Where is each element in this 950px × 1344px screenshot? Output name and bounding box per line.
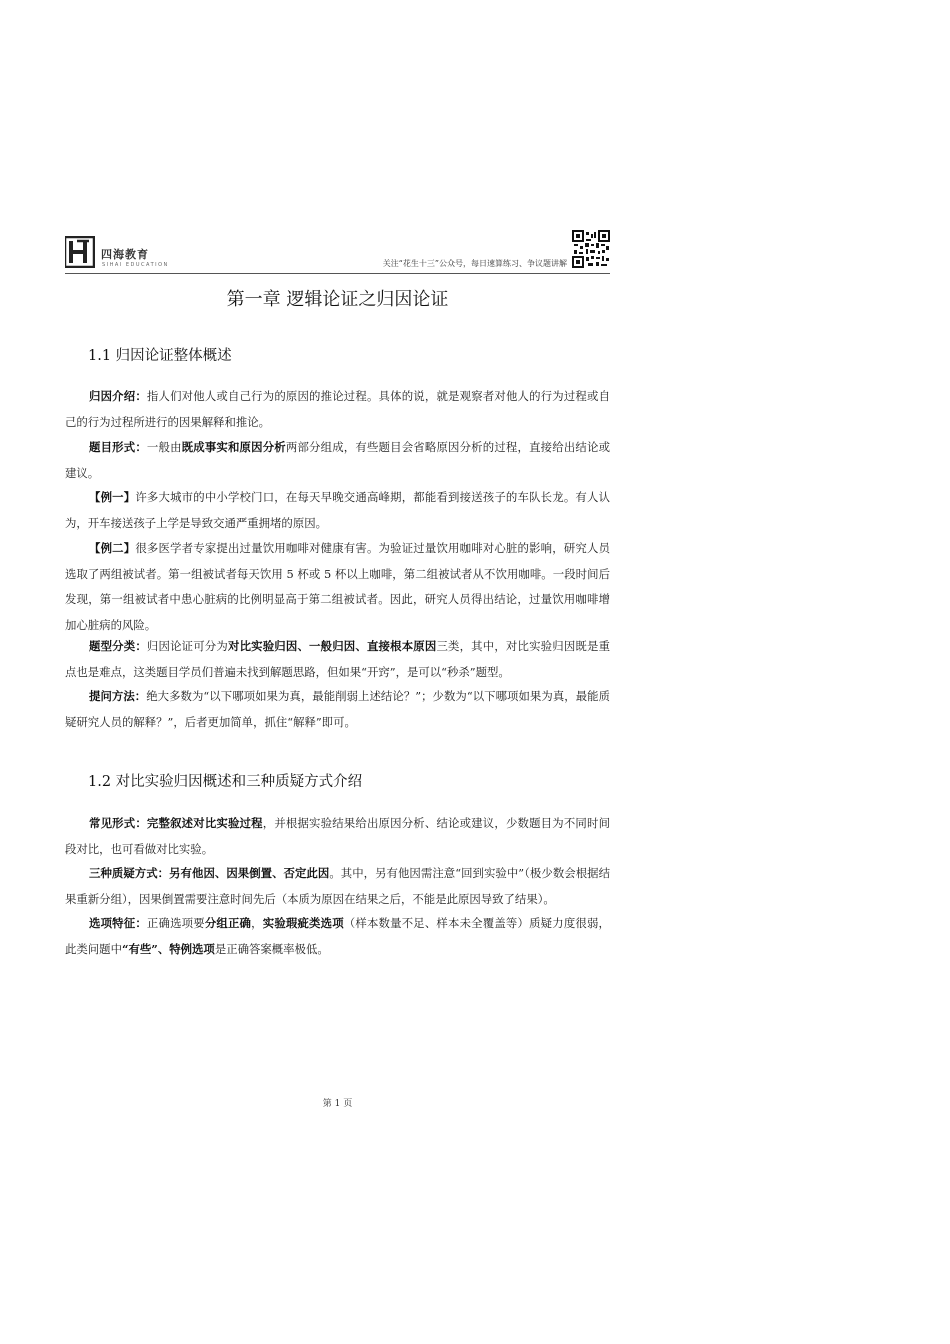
bold-text: 题目形式： [89, 440, 147, 454]
chapter-title: 第一章 逻辑论证之归因论证 [226, 289, 449, 310]
body-text: 。其中，另有他因需注意“回到实验中”（极少数会根据结果重新分组），因果倒置需要注意时间先后（本质为原因在结果之后，不能是此原因导致了结果）。 [65, 866, 610, 906]
paragraph-question-form [65, 435, 610, 486]
bold-text: 题型分类： [89, 639, 147, 653]
body-text: 绝大多数为“以下哪项如果为真，最能削弱上述结论？”；少数为“以下哪项如果为真，最能质疑研究人员的解释？”，后者更加简单，抓住“解释”即可。 [65, 689, 610, 729]
header-note: 关注“花生十三”公众号，每日速算练习、争议题讲解 [382, 259, 567, 268]
body-text: 是正确答案概率极低。 [214, 941, 329, 956]
bold-text: 既成事实和原因分析 [181, 440, 286, 454]
section-title-1-2: 1.2 对比实验归因概述和三种质疑方式介绍 [88, 774, 363, 790]
body-text: 许多大城市的中小学校门口，在每天早晚交通高峰期，都能看到接送孩子的车队长龙。有人认为，开车接送孩子上学是导致交通严重拥堵的原因。 [65, 490, 610, 530]
body-text: 三类，其中，对比实验归因既是重点也是难点，这类题目学员们普遍未找到解题思路，但如果“开窍”，是可以“秒杀”题型。 [65, 639, 610, 679]
bold-text: 提问方法： [89, 689, 147, 703]
paragraph-common-form [65, 811, 610, 862]
brand-logo [65, 236, 205, 270]
bold-text: 三种质疑方式：另有他因、因果倒置、否定此因 [89, 866, 330, 880]
paragraph-question-types [65, 634, 610, 685]
body-text: ，并根据实验结果给出原因分析、结论或建议，少数题目为不同时间段对比，也可看做对比实验。 [65, 816, 610, 856]
qr-code-icon [572, 230, 610, 268]
body-text: 一般由 [146, 440, 182, 454]
body-text: 归因论证可分为 [146, 639, 228, 653]
page-number: 第 1 页 [322, 1099, 353, 1109]
paragraph-three-challenges [65, 861, 610, 912]
bold-text: 分组正确 [204, 916, 252, 930]
bold-text: 实验瑕疵类选项 [262, 916, 344, 930]
bold-text: “有些”、特例选项 [121, 941, 215, 956]
paragraph-example-2 [65, 536, 610, 638]
bold-text: 【例二】 [89, 541, 136, 555]
body-text: （样本数量不足、样本未全覆盖等）质疑力度很弱，此类问题中 [65, 916, 610, 956]
logo-english-name: SIHAI EDUCATION [102, 262, 169, 268]
logo-chinese-name: 四海教育 [101, 248, 149, 261]
body-text: 正确选项要 [146, 916, 205, 930]
body-text: ， [251, 916, 263, 930]
bold-text: 【例一】 [89, 490, 136, 504]
header-rule [65, 273, 610, 274]
body-text: 指人们对他人或自己行为的原因的推论过程。具体的说，就是观察者对他人的行为过程或自己的行为过程所进行的因果解释和推论。 [65, 389, 610, 429]
bold-text: 归因介绍： [89, 389, 147, 403]
bold-text: 选项特征： [89, 916, 147, 930]
bold-text: 常见形式：完整叙述对比实验过程 [89, 816, 263, 830]
paragraph-example-1 [65, 485, 610, 536]
body-text: 两部分组成，有些题目会省略原因分析的过程，直接给出结论或建议。 [65, 440, 610, 480]
logo-mark-icon [65, 236, 95, 268]
page-header [65, 230, 610, 276]
section-title-1-1: 1.1 归因论证整体概述 [88, 348, 232, 364]
paragraph-question-methods [65, 684, 610, 735]
bold-text: 对比实验归因、一般归因、直接根本原因 [227, 639, 437, 653]
body-text: 很多医学者专家提出过量饮用咖啡对健康有害。为验证过量饮用咖啡对心脏的影响，研究人员选取了两组被试者。第一组被试者每天饮用 5 杯或 5 杯以上咖啡，第二组被试者从不饮用咖啡。一段时间后发现，第一组被试者中患心脏病的比例明显高于第二组被试者。因此，研究人员得出结论，过量饮用咖啡增加心脏病的风险。 [65, 541, 610, 632]
paragraph-attribution-intro [65, 384, 610, 435]
paragraph-option-features [65, 911, 610, 962]
